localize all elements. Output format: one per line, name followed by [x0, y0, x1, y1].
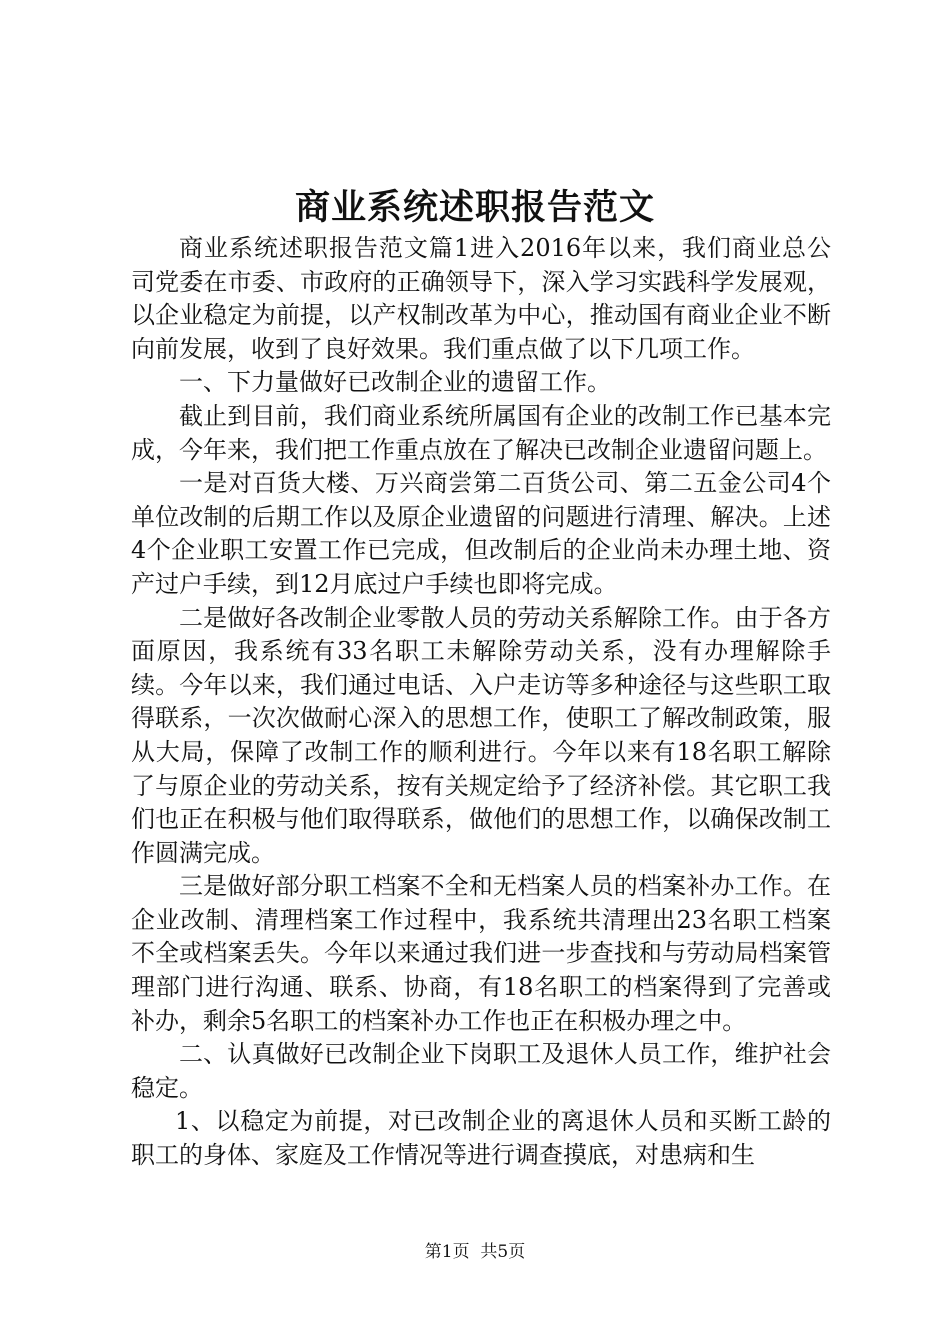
paragraph: 一是对百货大楼、万兴商尝第二百货公司、第二五金公司4个单位改制的后期工作以及原企业遗留的问题进行清理、解决。上述4个企业职工安置工作已完成，但改制后的企业尚未办理土地、资产过户手续，到12月底过户手续也即将完成。 — [131, 469, 831, 598]
page-number: 第1页 — [424, 1242, 470, 1262]
page-footer — [0, 1240, 950, 1264]
paragraph: 截止到目前，我们商业系统所属国有企业的改制工作已基本完成，今年来，我们把工作重点放在了解决已改制企业遗留问题上。 — [131, 401, 831, 464]
paragraph-numbered: 1、以稳定为前提，对已改制企业的离退休人员和买断工龄的职工的身体、家庭及工作情况等进行调查摸底，对患病和生 — [131, 1107, 831, 1170]
document-body — [131, 232, 831, 1173]
paragraph: 三是做好部分职工档案不全和无档案人员的档案补办工作。在企业改制、清理档案工作过程中，我系统共清理出23名职工档案不全或档案丢失。今年以来通过我们进一步查找和与劳动局档案管理部门进行沟通、联系、协商，有18名职工的档案得到了完善或补办，剩余5名职工的档案补办工作也正在积极办理之中。 — [131, 872, 831, 1035]
section-heading-2: 二、认真做好已改制企业下岗职工及退休人员工作，维护社会稳定。 — [131, 1040, 831, 1102]
paragraph: 二是做好各改制企业零散人员的劳动关系解除工作。由于各方面原因，我系统有33名职工未解除劳动关系，没有办理解除手续。今年以来，我们通过电话、入户走访等多种途径与这些职工取得联系，一次次做耐心深入的思想工作，使职工了解改制政策，服从大局，保障了改制工作的顺利进行。今年以来有18名职工解除了与原企业的劳动关系，按有关规定给予了经济补偿。其它职工我们也正在积极与他们取得联系，做他们的思想工作，以确保改制工作圆满完成。 — [131, 603, 831, 867]
document-title: 商业系统述职报告范文 — [294, 187, 655, 228]
section-heading-1: 一、下力量做好已改制企业的遗留工作。 — [179, 368, 611, 397]
paragraph-intro: 商业系统述职报告范文篇1进入2016年以来，我们商业总公司党委在市委、市政府的正确领导下，深入学习实践科学发展观，以企业稳定为前提，以产权制改革为中心，推动国有商业企业不断向前发展，收到了良好效果。我们重点做了以下几项工作。 — [131, 234, 831, 363]
page-total: 共5页 — [480, 1242, 526, 1262]
